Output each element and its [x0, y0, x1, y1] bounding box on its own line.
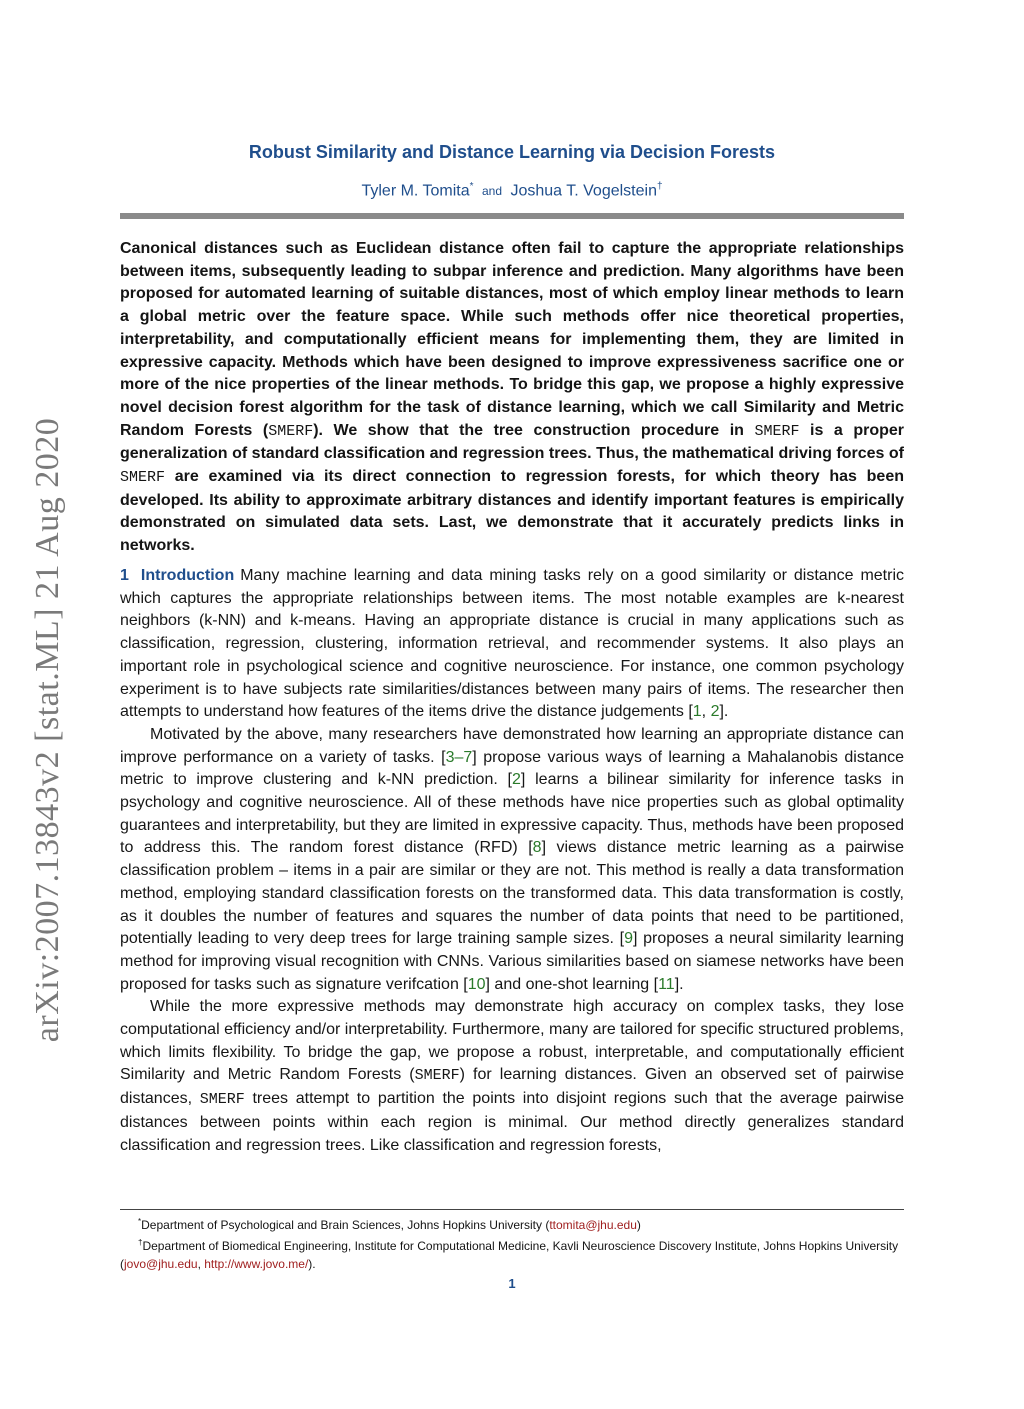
smerf-term: SMERF	[268, 422, 314, 440]
author2-footnote-mark: †	[656, 181, 663, 192]
paper-title: Robust Similarity and Distance Learning via Decision Forests	[248, 142, 776, 162]
abstract	[120, 238, 904, 558]
and-word: and	[482, 184, 503, 199]
paragraph-text: ) for learning distances. Given an observed set of pairwise distances,	[120, 1066, 905, 1108]
smerf-term: SMERF	[120, 469, 166, 487]
paragraph-text: While the more expressive methods may demonstrate high accuracy on complex tasks, they lose computational efficiency and/or interpretability. Furthermore, many are tailored for specific structured problems, which limits flexibility. To bridge the gap, we propose a robust, interpretable, and computationally efficient Similarity and Metric Random Forests (	[120, 998, 904, 1084]
paragraph-text: ] and one-shot learning [	[485, 975, 659, 993]
paragraph-text: trees attempt to partition the points into disjoint regions such that the average pairwise distances between points within each region is minimal. Our method directly generalizes standard classification and regression trees. Like classification and regression forests,	[120, 1090, 905, 1154]
citation-link[interactable]: 9	[624, 930, 633, 948]
abstract-text-4: are examined via its direct connection to regression forests, for which theory has been developed. Its ability to approximate arbitrary distances and identify important features is empirically demonstrated on simulated data sets. Last, we demonstrate that it accurately predicts links in networks.	[120, 468, 904, 555]
section-title: Introduction	[140, 567, 235, 584]
paragraph-text: ] views distance metric learning as a pairwise classification problem – items in a pair are similar or they are not. This method is really a data transformation method, employing standard classification forests on the transformed data. This data transformation is costly, as it doubles the number of features and squares the number of data points that need to be partitioned, potentially leading to very deep trees for large training sample sizes. [	[120, 839, 905, 948]
citation-link[interactable]: 2	[512, 771, 521, 789]
citation-separator: ,	[701, 703, 711, 721]
abstract-text-1: Canonical distances such as Euclidean distance often fail to capture the appropriate relationships between items, subsequently leading to subpar inference and prediction. Many algorithms have been proposed for automated learning of suitable distances, most of which employ linear methods to learn a global metric over the feature space. While such methods offer nice theoretical properties, interpretability, and computationally efficient means for implementing them, they are limited in expressive capacity. Methods which have been designed to improve expressiveness sacrifice one or more of the nice properties of the linear methods. To bridge this gap, we propose a highly expressive novel decision forest algorithm for the task of distance learning, which we call Similarity and Metric Random Forests (	[120, 240, 904, 439]
smerf-term: SMERF	[199, 1091, 245, 1109]
footnote-2	[120, 1234, 904, 1273]
footnote-text: ,	[197, 1257, 205, 1271]
introduction-section	[120, 565, 904, 1157]
abstract-text-3: is a proper generalization of standard classification and regression trees. Thus, the mathematical driving forces of	[120, 421, 905, 463]
citation-link[interactable]: 10	[467, 975, 486, 993]
arxiv-identifier-sidebar	[28, 417, 68, 1043]
paragraph-text: ].	[674, 975, 684, 993]
arxiv-id-text: arXiv:2007.13843v2 [stat.ML] 21 Aug 2020	[29, 417, 66, 1043]
paragraph-text: ] proposes a neural similarity learning method for improving visual recognition with CNNs. Various similarities based on siamese networks have been proposed for tasks such as signature verifcation [	[120, 930, 904, 993]
email-link[interactable]: jovo@jhu.edu	[124, 1257, 198, 1271]
intro-paragraph-1	[120, 565, 904, 724]
citation-link[interactable]: 3–7	[445, 748, 473, 766]
paragraph-text: Many machine learning and data mining tasks rely on a good similarity or distance metric which captures the appropriate relationships between items. The most notable examples are k-nearest neighbors (k-NN) and k-means. Having an appropriate distance is crucial in many applications such as classification, regression, clustering, information retrieval, and recommender systems. It also plays an important role in psychological science and cognitive neuroscience. For instance, one common psychology experiment is to have subjects rate similarities/distances between many pairs of items. The researcher then attempts to understand how features of the items drive the distance judgements [	[120, 567, 904, 721]
homepage-link[interactable]: http://www.jovo.me/	[204, 1257, 309, 1271]
intro-paragraph-2	[120, 724, 904, 996]
footnote-text: ).	[308, 1257, 316, 1271]
footnote-mark: †	[138, 1238, 143, 1247]
footnote-mark: *	[138, 1217, 142, 1226]
page-number: 1	[508, 1276, 516, 1291]
title-divider	[120, 213, 904, 219]
paragraph-text: ] propose various ways of learning a Mahalanobis distance metric to improve clustering and k-NN prediction. [	[120, 748, 904, 789]
footnote-1	[120, 1213, 904, 1234]
author1-footnote-mark: *	[469, 181, 474, 192]
paragraph-text: ] learns a bilinear similarity for inference tasks in psychology and cognitive neuroscience. All of these methods have nice properties such as global optimality guarantees and interpretability, but they are limited in expressive capacity. Thus, methods have been proposed to address this. The random forest distance (RFD) [	[120, 771, 905, 857]
smerf-term: SMERF	[414, 1067, 460, 1085]
footnotes	[120, 1213, 904, 1273]
citation-link[interactable]: 11	[658, 975, 675, 993]
citation-link[interactable]: 1	[692, 703, 702, 721]
paragraph-text: Motivated by the above, many researchers have demonstrated how learning an appropriate distance can improve performance on a variety of tasks. [	[120, 725, 904, 766]
intro-paragraph-3	[120, 996, 904, 1157]
citation-link[interactable]: 8	[532, 839, 542, 857]
paragraph-text: ].	[719, 703, 729, 721]
footnote-text: Department of Psychological and Brain Sciences, Johns Hopkins University (	[141, 1218, 550, 1232]
author-vogelstein: Joshua T. Vogelstein	[510, 182, 657, 200]
citation-link[interactable]: 2	[710, 703, 720, 721]
author-line	[120, 181, 904, 200]
email-link[interactable]: ttomita@jhu.edu	[549, 1218, 637, 1232]
footnote-text: Department of Biomedical Engineering, Institute for Computational Medicine, Kavli Neuroscience Discovery Institute, Johns Hopkins University (	[120, 1239, 899, 1271]
abstract-text-2: ). We show that the tree construction procedure in	[313, 421, 755, 439]
footnote-divider	[120, 1209, 904, 1210]
section-number: 1	[120, 567, 129, 584]
footnote-text: )	[636, 1218, 641, 1232]
author-tomita: Tyler M. Tomita	[361, 182, 470, 200]
smerf-term: SMERF	[754, 422, 800, 440]
